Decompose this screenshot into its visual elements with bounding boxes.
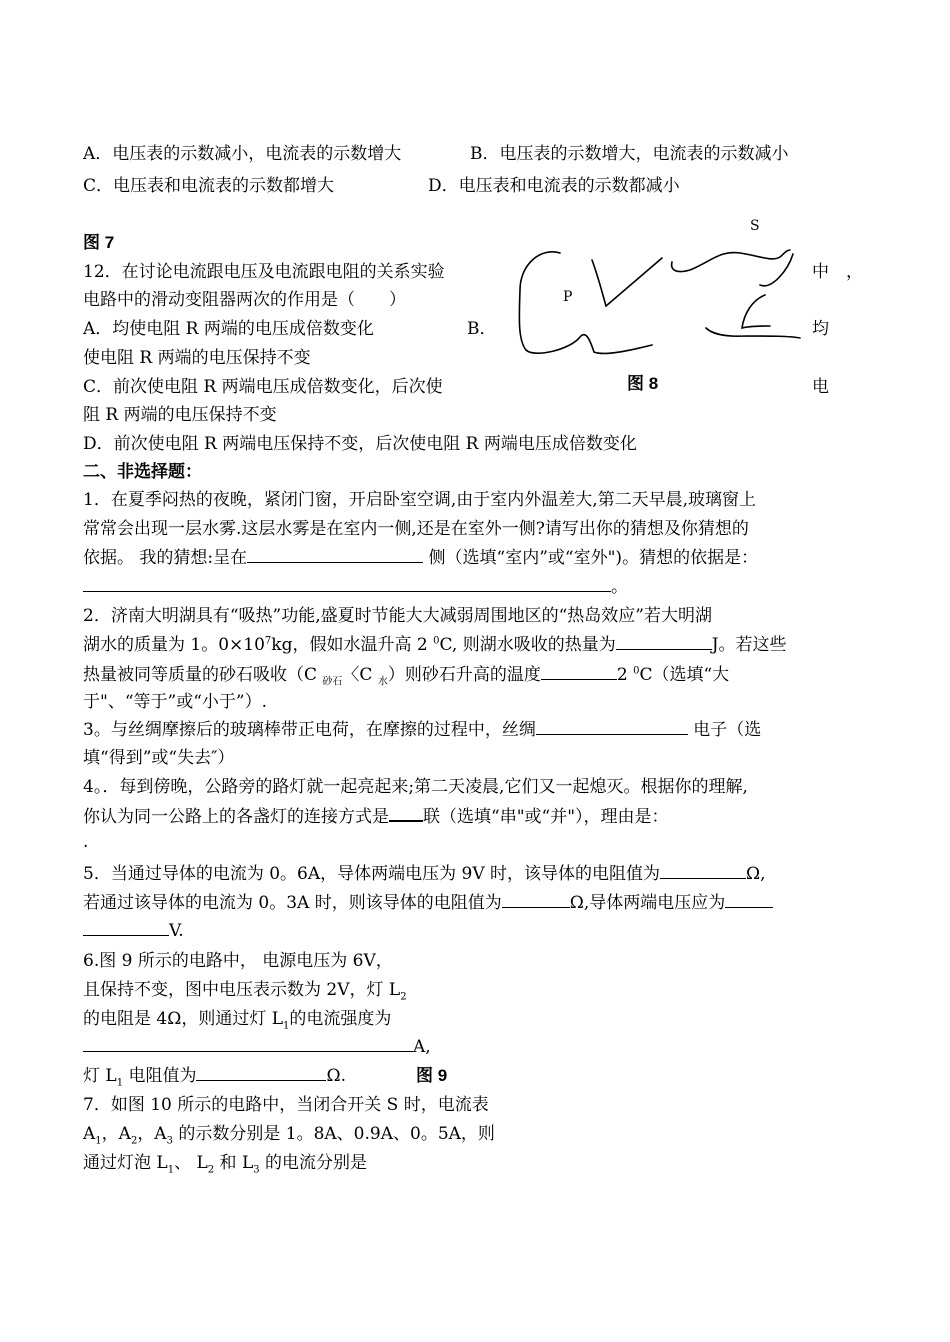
q12-stem-tail-b: ，: [846, 262, 863, 282]
q12-option-c: C．前次使电阻 R 两端电压成倍数变化，后次使: [83, 377, 443, 397]
q7-sub-l3: 3: [253, 1164, 260, 1176]
q11-option-a: A．电压表的示数减小，电流表的示数增大: [83, 144, 402, 164]
q2-heat-blank[interactable]: [616, 635, 712, 650]
q6-sub-l1: 1: [283, 1020, 290, 1032]
q7-line3-b: 、 L: [174, 1153, 208, 1173]
q12-stem-tail-a: 中: [812, 262, 829, 282]
q7-line3-a: 通过灯泡 L: [83, 1153, 168, 1173]
q2-temp-blank[interactable]: [541, 665, 617, 680]
q6-current-blank[interactable]: [83, 1037, 413, 1052]
q12-option-b-cont: 使电阻 R 两端的电压保持不变: [83, 348, 311, 368]
q5-line1-a: 5．当通过导体的电流为 0。6A，导体两端电压为 9V 时，该导体的电阻值为: [83, 864, 661, 884]
section2-title: 二、非选择题：: [83, 462, 202, 481]
q1-line3-b: 侧（选填“室内”或“室外")。猜想的依据是：: [423, 548, 759, 568]
q6-sub-l1-b: 1: [116, 1077, 124, 1089]
q2-line3: [83, 665, 730, 688]
q3-line1: [83, 720, 761, 740]
fig8-label: 图 8: [627, 374, 659, 393]
q1-line4: [83, 577, 628, 597]
q6-resistance-blank[interactable]: [196, 1066, 326, 1081]
q12-option-d: D．前次使电阻 R 两端电压保持不变，后次使电阻 R 两端电压成倍数变化: [83, 434, 637, 454]
q5-line2-a: 若通过该导体的电流为 0。3A 时，则该导体的电阻值为: [83, 893, 502, 913]
q4-line2-a: 你认为同一公路上的各盏灯的连接方式是: [83, 807, 389, 827]
q7-line3-d: 的电流分别是: [259, 1153, 368, 1173]
q1-line1: 1．在夏季闷热的夜晚，紧闭门窗，开启卧室空调,由于室内外温差大,第二天早晨,玻璃窗上: [83, 490, 757, 510]
q6-line4: [83, 1037, 431, 1057]
q2-degree-mark: 0: [433, 635, 440, 647]
q5-line3: [83, 921, 184, 941]
q2-line2: [83, 635, 787, 655]
q4-blank[interactable]: [389, 806, 423, 822]
q12-option-a: A．均使电阻 R 两端的电压成倍数变化: [83, 319, 374, 339]
q2-line3-e: C（选填“大: [639, 665, 730, 685]
q7-sub-a2: 2: [130, 1135, 138, 1147]
fig8-wire-switch-left: [592, 260, 606, 306]
q5-line1: [83, 864, 766, 884]
q2-line1: 2．济南大明湖具有“吸热”功能,盛夏时节能大大减弱周围地区的“热岛效应”若大明湖: [83, 606, 712, 626]
q2-line2-c: C, 则湖水吸收的热量为: [439, 635, 616, 655]
q6-line2-a: 且保持不变，图中电压表示数为 2V，灯 L: [83, 980, 401, 1000]
q1-line4-end: 。: [611, 577, 628, 597]
q5-voltage-blank-a[interactable]: [725, 893, 773, 908]
q3-line2: 填“得到”或“失去″）: [83, 748, 235, 768]
fig8-wire-top: [672, 250, 790, 272]
q6-line3-a: 的电阻是 4Ω，则通过灯 L: [83, 1009, 284, 1029]
q1-line3: [83, 548, 758, 568]
q7-line2-a: A: [83, 1124, 96, 1144]
q11-option-d: D．电压表和电流表的示数都减小: [428, 176, 680, 196]
q6-line2: [83, 980, 407, 1003]
q4-line2: [83, 806, 669, 827]
fig8-slider-label: P: [563, 289, 573, 305]
q4-line1: 4。．每到傍晚，公路旁的路灯就一起亮起来;第二天凌晨,它们又一起熄灭。根据你的理解,: [83, 777, 748, 797]
q2-line2-d: J。若这些: [711, 635, 787, 655]
q5-resistance-blank[interactable]: [660, 864, 746, 879]
q4-line2-b: 联（选填“串"或“并"），理由是：: [423, 807, 669, 827]
q3-blank[interactable]: [536, 720, 688, 735]
q3-line1-a: 3。与丝绸摩擦后的玻璃棒带正电荷，在摩擦的过程中，丝绸: [83, 720, 536, 740]
q5-voltage-blank-b[interactable]: [83, 921, 169, 936]
q7-sub-a1: 1: [95, 1135, 102, 1147]
q2-sub-sand: 砂石: [322, 676, 343, 688]
q5-line2: [83, 893, 773, 913]
q2-degree-mark-2: 0: [633, 665, 640, 677]
q1-guess-blank[interactable]: [247, 548, 423, 563]
q6-line5-c: Ω.: [326, 1066, 346, 1086]
q7-line1: 7．如图 10 所示的电路中，当闭合开关 S 时，电流表: [83, 1095, 489, 1115]
q1-line2: 常常会出现一层水雾.这层水雾是在室内一侧,还是在室外一侧?请写出你的猜想及你猜想的: [83, 519, 749, 539]
q11-option-b: B．电压表的示数增大，电流表的示数减小: [470, 144, 789, 164]
q12-stem-line1: 12．在讨论电流跟电压及电流跟电阻的关系实验: [83, 262, 445, 282]
fig7-label: 图 7: [83, 233, 115, 252]
q7-line2: [83, 1124, 495, 1147]
q12-option-b-head: B．: [467, 319, 497, 339]
q7-line2-c: ，A: [137, 1124, 167, 1144]
q6-line1: 6.图 9 所示的电路中， 电源电压为 6V，: [83, 951, 393, 971]
q5-line1-b: Ω,: [746, 864, 766, 884]
q2-line3-a: 热量被同等质量的砂石吸收（C: [83, 665, 323, 685]
q6-sub-l2: 2: [400, 991, 407, 1003]
q6-line5-b: 电阻值为: [123, 1066, 197, 1086]
q4-line3: .: [83, 832, 89, 852]
q7-line2-d: 的示数分别是 1。8A、0.9A、0。5A，则: [172, 1124, 495, 1144]
q7-line3-c: 和 L: [214, 1153, 254, 1173]
q12-stem-line2: 电路中的滑动变阻器两次的作用是（ ）: [83, 290, 406, 310]
fig9-label: 图 9: [416, 1066, 448, 1085]
q7-sub-l1: 1: [167, 1164, 175, 1176]
fig8-wire-rheostat: [742, 295, 770, 328]
q5-resistance-blank-2[interactable]: [502, 893, 570, 908]
q2-sub-water: 水: [377, 676, 388, 688]
q1-reason-blank[interactable]: [83, 577, 611, 592]
fig8-wire-bottom: [706, 328, 800, 338]
q7-sub-l2: 2: [207, 1164, 215, 1176]
q6-line3-b: 的电流强度为: [289, 1009, 392, 1029]
q11-option-c: C．电压表和电流表的示数都增大: [83, 176, 335, 196]
q2-line3-d: 2: [616, 665, 634, 685]
q7-line2-b: ，A: [101, 1124, 131, 1144]
fig8-wire-left: [519, 252, 652, 354]
q12-option-b-tail: 均: [812, 319, 829, 339]
q5-line3-unit: V.: [169, 921, 184, 941]
q6-line5: [83, 1066, 346, 1089]
q6-line3: [83, 1009, 392, 1032]
q7-line3: [83, 1153, 368, 1176]
q12-option-c-cont: 阻 R 两端的电压保持不变: [83, 405, 277, 425]
q2-line2-b: kg，假如水温升高 2: [271, 635, 434, 655]
q2-exponent: 7: [264, 635, 272, 647]
q5-line2-b: Ω,导体两端电压应为: [569, 893, 726, 913]
q1-line3-a: 依据。 我的猜想:呈在: [83, 548, 248, 568]
q2-line3-c: ）则砂石升高的温度: [387, 665, 541, 685]
q6-line4-unit: A,: [413, 1037, 431, 1057]
q2-line3-b: 〈C: [342, 665, 378, 685]
fig8-switch-label: S: [750, 218, 760, 234]
q12-option-c-tail: 电: [812, 377, 829, 397]
fig8-wire-switch-right: [606, 258, 662, 306]
q3-line1-b: 电子（选: [687, 720, 762, 740]
q2-line2-a: 湖水的质量为 1。0×10: [83, 635, 265, 655]
q6-line5-a: 灯 L: [83, 1066, 117, 1086]
q7-sub-a3: 3: [166, 1135, 173, 1147]
q2-line4: 于"、“等于”或“小于”）.: [83, 692, 267, 712]
